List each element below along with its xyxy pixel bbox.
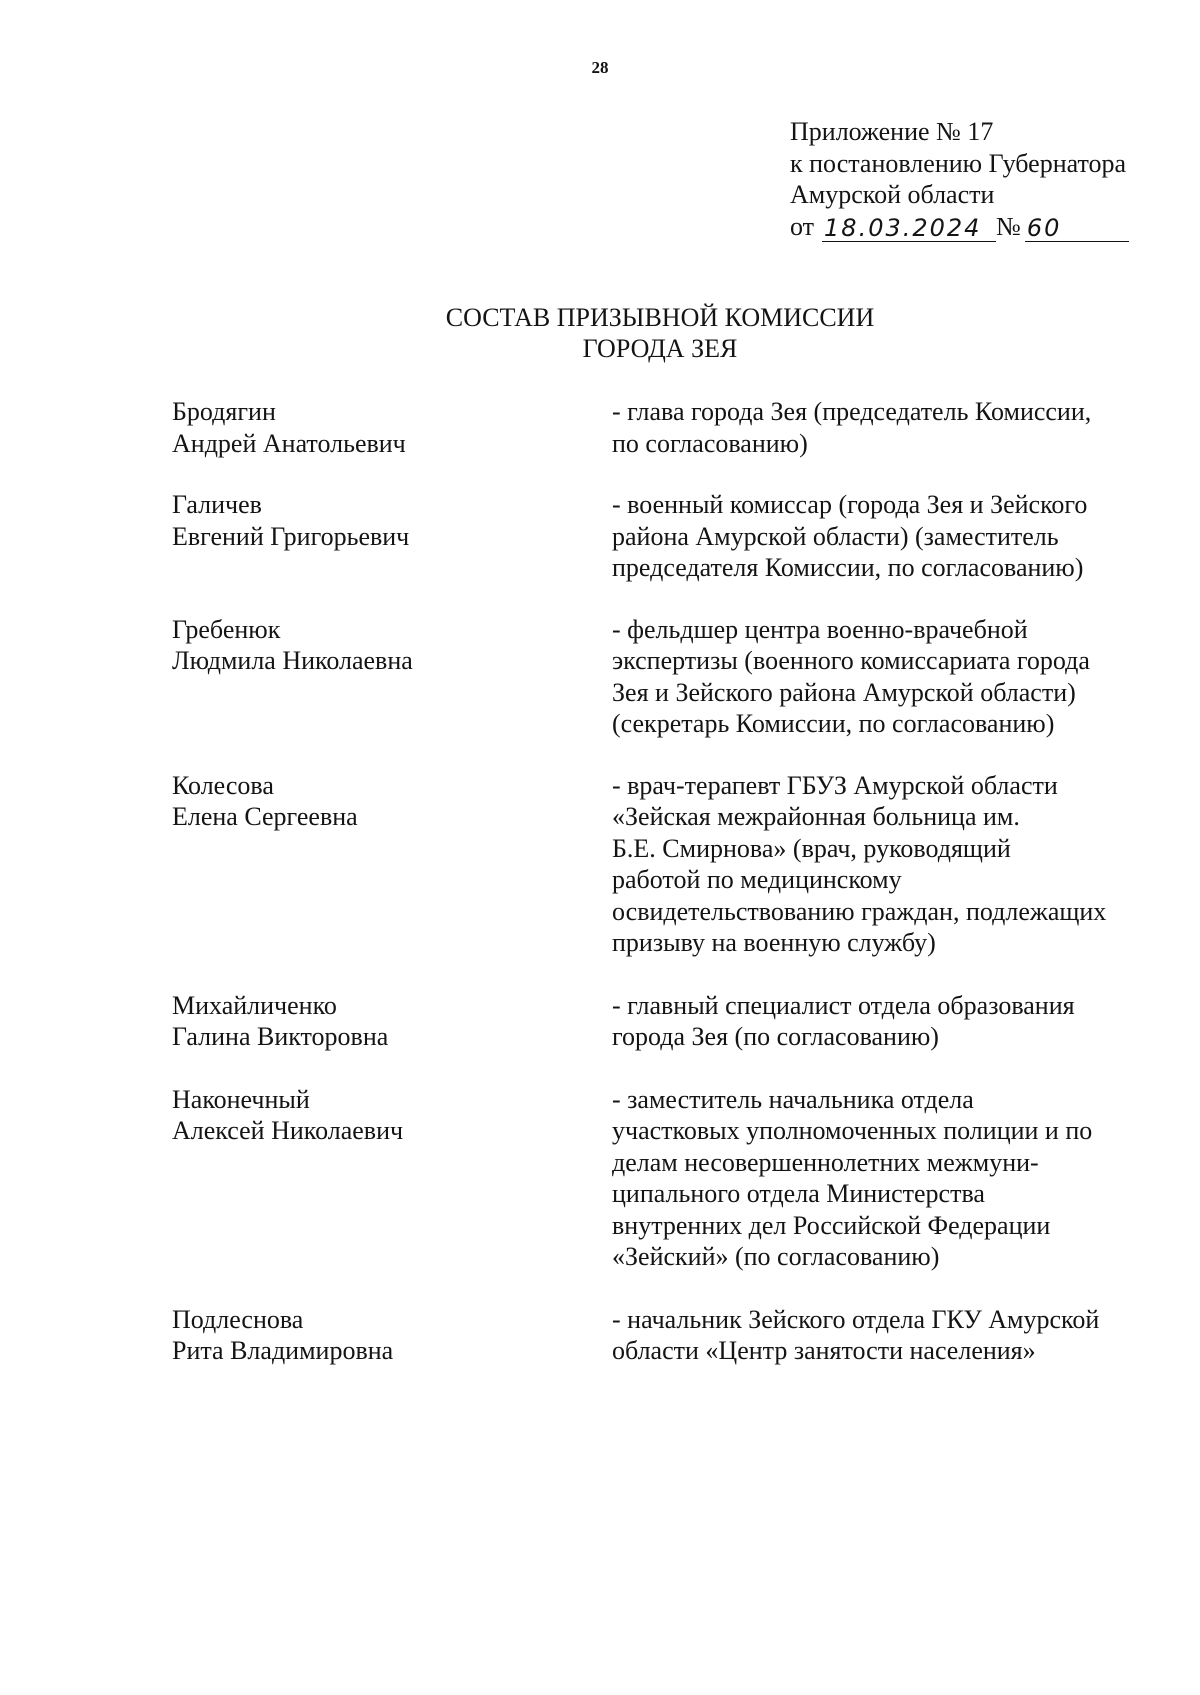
role-line: участковых уполномоченных полиции и по: [612, 1116, 1093, 1145]
role-line: - главный специалист отдела образования: [612, 990, 1075, 1020]
member-role: [612, 1084, 1142, 1273]
role-line: - глава города Зея (председатель Комиссии,: [612, 397, 1092, 426]
handwritten-number: 60: [1025, 215, 1129, 242]
document-title: [0, 302, 1200, 364]
role-line: «Зейская межрайонная больница им.: [612, 802, 1020, 831]
member-name: [172, 396, 612, 459]
member-given-names: Елена Сергеевна: [172, 802, 358, 831]
member-surname: Наконечный: [172, 1084, 310, 1114]
date-prefix: от: [790, 211, 815, 241]
member-row: [172, 770, 1142, 959]
role-line: призыву на военную службу): [612, 928, 936, 957]
role-line: Б.Е. Смирнова» (врач, руководящий: [612, 833, 1011, 863]
role-line: Зея и Зейского района Амурской области): [612, 677, 1076, 707]
member-name: [172, 489, 612, 584]
member-name: [172, 1084, 612, 1273]
member-name: [172, 614, 612, 740]
role-line: - врач-терапевт ГБУЗ Амурской области: [612, 770, 1058, 800]
member-row: [172, 489, 1142, 584]
role-line: делам несовершеннолетних межмуни-: [612, 1147, 1039, 1177]
member-given-names: Галина Викторовна: [172, 1022, 389, 1051]
role-line: - заместитель начальника отдела: [612, 1084, 974, 1114]
member-role: [612, 770, 1142, 959]
member-row: [172, 396, 1142, 459]
appendix-region: Амурской области: [790, 180, 995, 209]
role-line: председателя Комиссии, по согласованию): [612, 553, 1084, 582]
role-line: работой по медицинскому: [612, 865, 902, 894]
member-row: [172, 990, 1142, 1053]
member-given-names: Рита Владимировна: [172, 1336, 394, 1365]
role-line: освидетельствованию граждан, подлежащих: [612, 896, 1107, 926]
role-line: - начальник Зейского отдела ГКУ Амурской: [612, 1304, 1100, 1334]
member-given-names: Людмила Николаевна: [172, 646, 413, 675]
member-name: [172, 990, 612, 1053]
member-role: [612, 489, 1142, 584]
member-given-names: Евгений Григорьевич: [172, 521, 410, 551]
member-role: [612, 614, 1142, 740]
appendix-number: Приложение № 17: [790, 117, 994, 146]
member-role: [612, 1304, 1142, 1367]
appendix-reference: к постановлению Губернатора: [790, 148, 1127, 178]
member-surname: Колесова: [172, 770, 274, 800]
member-row: [172, 614, 1142, 740]
member-role: [612, 990, 1142, 1053]
page-number: 28: [591, 58, 609, 77]
member-surname: Михайличенко: [172, 990, 337, 1020]
member-row: [172, 1084, 1142, 1273]
role-line: - военный комиссар (города Зея и Зейского: [612, 490, 1088, 519]
role-line: области «Центр занятости населения»: [612, 1336, 1036, 1365]
appendix-date-line: [790, 211, 1129, 243]
role-line: - фельдшер центра военно-врачебной: [612, 614, 1028, 644]
role-line: «Зейский» (по согласованию): [612, 1242, 940, 1271]
member-surname: Гребенюк: [172, 614, 281, 644]
member-surname: Галичев: [172, 490, 262, 519]
member-role: [612, 396, 1142, 459]
role-line: города Зея (по согласованию): [612, 1022, 939, 1051]
member-surname: Бродягин: [172, 397, 276, 426]
member-given-names: Андрей Анатольевич: [172, 428, 406, 458]
number-prefix: №: [996, 211, 1021, 241]
member-given-names: Алексей Николаевич: [172, 1116, 404, 1145]
title-line-1: СОСТАВ ПРИЗЫВНОЙ КОМИССИИ: [445, 303, 875, 332]
title-line-2: ГОРОДА ЗЕЯ: [582, 334, 738, 363]
role-line: (секретарь Комиссии, по согласованию): [612, 709, 1055, 738]
member-name: [172, 1304, 612, 1367]
role-line: по согласованию): [612, 428, 808, 458]
handwritten-date: 18.03.2024: [822, 215, 996, 242]
member-surname: Подлеснова: [172, 1304, 304, 1334]
role-line: экспертизы (военного комиссариата города: [612, 646, 1090, 675]
role-line: ципального отдела Министерства: [612, 1179, 985, 1208]
member-row: [172, 1304, 1142, 1367]
role-line: внутренних дел Российской Федерации: [612, 1210, 1051, 1240]
appendix-header: [790, 116, 1129, 242]
role-line: района Амурской области) (заместитель: [612, 521, 1059, 551]
member-name: [172, 770, 612, 959]
members-list: [172, 396, 1142, 1367]
